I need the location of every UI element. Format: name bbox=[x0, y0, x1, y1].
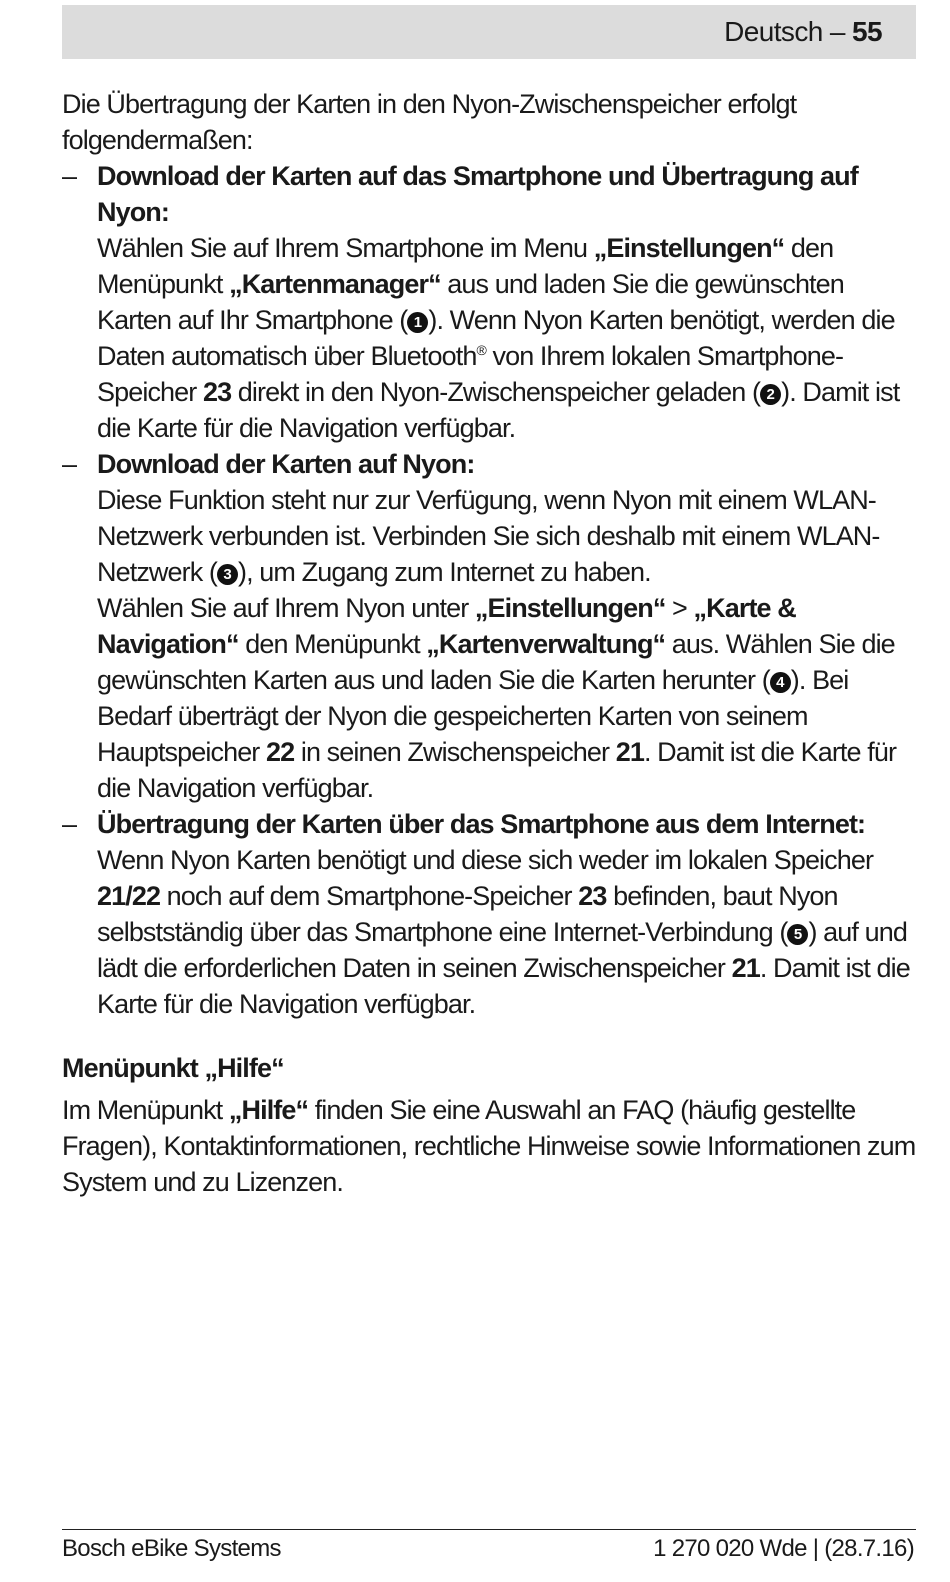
list-item bbox=[62, 446, 918, 806]
registered-mark: ® bbox=[476, 342, 486, 358]
header-separator: – bbox=[822, 16, 853, 47]
list-item-title: Download der Karten auf das Smartphone und Übertragung auf Nyon: bbox=[97, 161, 858, 227]
header-language: Deutsch bbox=[724, 16, 823, 47]
list-item bbox=[62, 806, 918, 1022]
footer-divider bbox=[62, 1529, 916, 1530]
step-2-marker: 2 bbox=[760, 384, 781, 405]
list-item-title: Übertragung der Karten über das Smartphone aus dem Internet: bbox=[97, 809, 866, 839]
list-item-text: Wählen Sie auf Ihrem Smartphone im Menu „Einstellungen“ den Menüpunkt „Kartenmanager“ aus und laden Sie die gewünschten Karten auf Ihr Smartphone ( 1 ). Wenn Nyon Karten benötigt, werden die Daten automatisch über Bluetooth® von Ihrem lokalen Smartphone-Speicher 23 direkt in den Nyon-Zwischenspeicher geladen ( 2 ). Damit ist die Karte für die Navigation verfügbar. bbox=[97, 233, 900, 443]
main-content bbox=[62, 86, 918, 1200]
list-item-text: Diese Funktion steht nur zur Verfügung, wenn Nyon mit einem WLAN-Netzwerk verbunden ist. Verbinden Sie sich deshalb mit einem WLAN-Netzwerk ( 3 ), um Zugang zum Internet zu haben. bbox=[97, 485, 880, 587]
list-item-title: Download der Karten auf Nyon: bbox=[97, 449, 475, 479]
list-item-text: Wenn Nyon Karten benötigt und diese sich weder im lokalen Speicher 21/22 noch auf dem Smartphone-Speicher 23 befinden, baut Nyon selbstständig über das Smartphone eine Internet-Verbindung ( 5 ) auf und lädt die erforderlichen Daten in seinen Zwischenspeicher 21. Damit ist die Karte für die Navigation verfügbar. bbox=[97, 845, 910, 1019]
step-5-marker: 5 bbox=[787, 924, 808, 945]
list-dash: – bbox=[62, 809, 77, 839]
intro-paragraph: Die Übertragung der Karten in den Nyon-Zwischenspeicher erfolgt folgendermaßen: bbox=[62, 89, 797, 155]
page-footer bbox=[62, 1533, 914, 1565]
page-header bbox=[62, 5, 916, 59]
list-dash: – bbox=[62, 449, 77, 479]
section-heading: Menüpunkt „Hilfe“ bbox=[62, 1053, 284, 1083]
step-1-marker: 1 bbox=[407, 312, 428, 333]
page-number: 55 bbox=[852, 16, 882, 47]
section-paragraph: Im Menüpunkt „Hilfe“ finden Sie eine Auswahl an FAQ (häufig gestellte Fragen), Kontaktinformationen, rechtliche Hinweise sowie Informationen zum System und zu Lizenzen. bbox=[62, 1095, 916, 1197]
transfer-methods-list bbox=[62, 158, 918, 1022]
step-3-marker: 3 bbox=[217, 564, 238, 585]
step-4-marker: 4 bbox=[770, 672, 791, 693]
footer-document-id: 1 270 020 Wde | (28.7.16) bbox=[653, 1535, 914, 1562]
list-dash: – bbox=[62, 161, 77, 191]
list-item-text: Wählen Sie auf Ihrem Nyon unter „Einstellungen“ > „Karte & Navigation“ den Menüpunkt „Kartenverwaltung“ aus. Wählen Sie die gewünschten Karten aus und laden Sie die Karten herunter ( 4 ). Bei Bedarf überträgt der Nyon die gespeicherten Karten von seinem Hauptspeicher 22 in seinen Zwischenspeicher 21. Damit ist die Karte für die Navigation verfügbar. bbox=[97, 593, 897, 803]
list-item bbox=[62, 158, 918, 446]
footer-company: Bosch eBike Systems bbox=[62, 1535, 281, 1562]
